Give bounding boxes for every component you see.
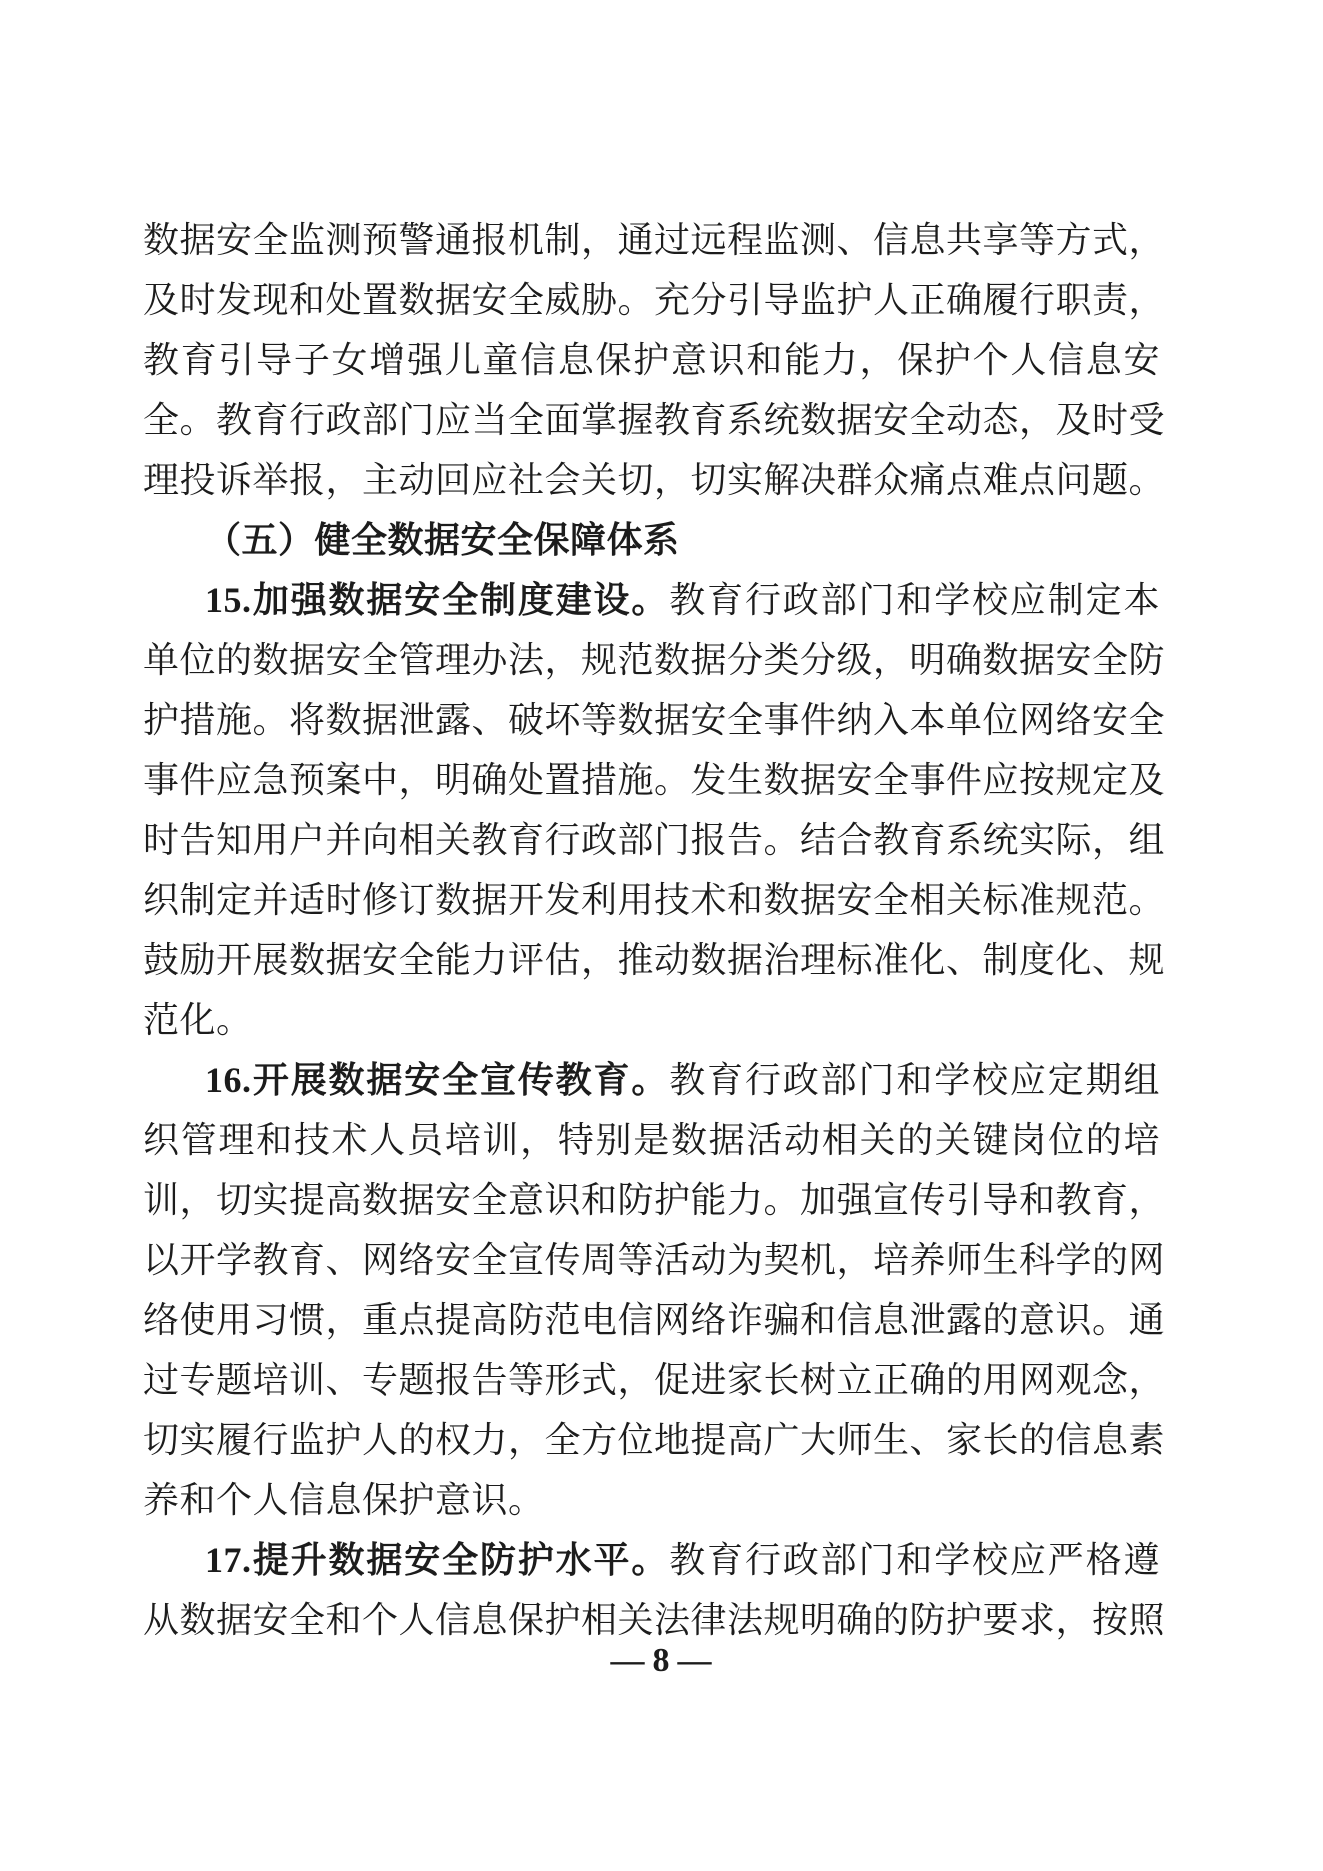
text-line: [143, 1290, 1166, 1350]
text-line: [143, 1230, 1166, 1290]
text-line: [143, 1170, 1166, 1230]
text-line: [143, 270, 1166, 330]
paragraph-end-line: [143, 1470, 1160, 1530]
text-line: [143, 1410, 1166, 1470]
line-text: 时告知用户并向相关教育行政部门报告。结合教育系统实际，组: [143, 820, 1166, 860]
item-heading-text: 17.提升数据安全防护水平。: [205, 1540, 670, 1580]
line-text: 护措施。将数据泄露、破坏等数据安全事件纳入本单位网络安全: [143, 700, 1166, 740]
page-number-dash-right: —: [677, 1642, 713, 1679]
paragraph-end-line: [143, 990, 1160, 1050]
line-text: 织制定并适时修订数据开发利用技术和数据安全相关标准规范。: [143, 880, 1166, 920]
item-heading-text: 16.开展数据安全宣传教育。: [205, 1060, 670, 1100]
page-number-dash-left: —: [610, 1642, 646, 1679]
page-footer: [0, 1642, 1323, 1680]
line-text: 教育引导子女增强儿童信息保护意识和能力，保护个人信息安: [143, 340, 1160, 380]
line-text: 及时发现和处置数据安全威胁。充分引导监护人正确履行职责，: [143, 280, 1166, 320]
page-number: 8: [652, 1642, 671, 1679]
text-line: [143, 750, 1166, 810]
line-text: 养和个人信息保护意识。: [143, 1480, 545, 1520]
line-text: 教育行政部门和学校应严格遵: [669, 1540, 1160, 1580]
line-text: 全。教育行政部门应当全面掌握教育系统数据安全动态，及时受: [143, 400, 1166, 440]
line-text: 过专题培训、专题报告等形式，促进家长树立正确的用网观念，: [143, 1360, 1166, 1400]
line-text: 单位的数据安全管理办法，规范数据分类分级，明确数据安全防: [143, 640, 1166, 680]
text-line: [143, 450, 1166, 510]
text-line: [143, 210, 1166, 270]
line-text: 切实履行监护人的权力，全方位地提高广大师生、家长的信息素: [143, 1420, 1166, 1460]
line-text: 以开学教育、网络安全宣传周等活动为契机，培养师生科学的网: [143, 1240, 1166, 1280]
line-text: 从数据安全和个人信息保护相关法律法规明确的防护要求，按照: [143, 1600, 1166, 1640]
text-line: [143, 870, 1166, 930]
paragraph-start-line: [143, 1050, 1160, 1110]
paragraph-start-line: [143, 570, 1160, 630]
line-text: 络使用习惯，重点提高防范电信网络诈骗和信息泄露的意识。通: [143, 1300, 1166, 1340]
text-line: [143, 630, 1166, 690]
document-body: [143, 210, 1166, 1650]
text-line: [143, 1590, 1166, 1650]
text-line: [143, 1350, 1166, 1410]
paragraph-start-line: [143, 1530, 1160, 1590]
text-line: [143, 690, 1166, 750]
line-text: 教育行政部门和学校应定期组: [669, 1060, 1160, 1100]
text-line: [143, 330, 1160, 390]
text-line: [143, 390, 1166, 450]
line-text: 范化。: [143, 1000, 253, 1040]
text-line: [143, 810, 1166, 870]
line-text: 教育行政部门和学校应制定本: [669, 580, 1160, 620]
text-line: [143, 1110, 1160, 1170]
line-text: 训，切实提高数据安全意识和防护能力。加强宣传引导和教育，: [143, 1180, 1166, 1220]
line-text: 事件应急预案中，明确处置措施。发生数据安全事件应按规定及: [143, 760, 1166, 800]
line-text: 数据安全监测预警通报机制，通过远程监测、信息共享等方式，: [143, 220, 1166, 260]
section-heading-text: （五）健全数据安全保障体系: [205, 520, 680, 560]
section-heading-line: [143, 510, 1160, 570]
line-text: 织管理和技术人员培训，特别是数据活动相关的关键岗位的培: [143, 1120, 1160, 1160]
item-heading-text: 15.加强数据安全制度建设。: [205, 580, 670, 620]
line-text: 理投诉举报，主动回应社会关切，切实解决群众痛点难点问题。: [143, 460, 1166, 500]
line-text: 鼓励开展数据安全能力评估，推动数据治理标准化、制度化、规: [143, 940, 1166, 980]
text-line: [143, 930, 1166, 990]
